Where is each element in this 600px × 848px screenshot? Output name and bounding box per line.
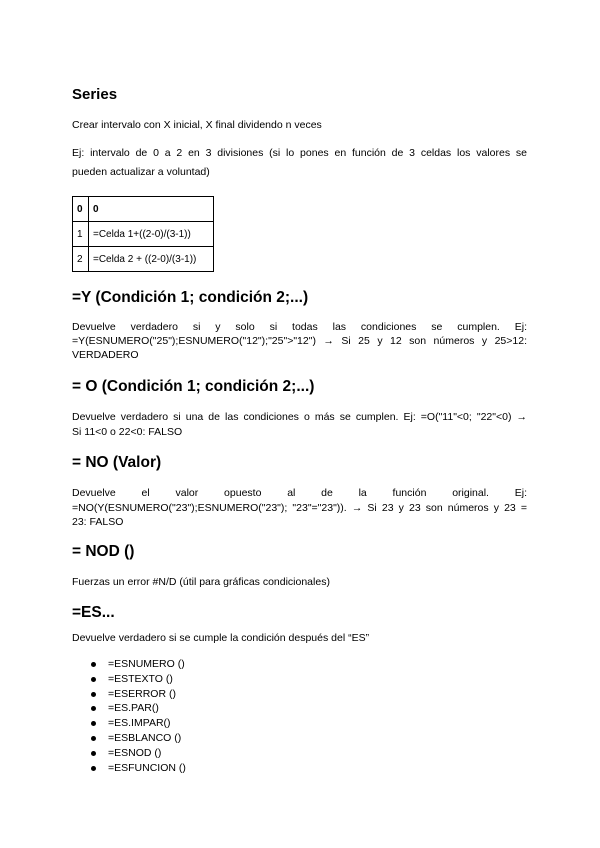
o-function-heading: = O (Condición 1; condición 2;...): [72, 378, 315, 395]
table-cell: 0: [73, 197, 89, 222]
list-item: =ESBLANCO (): [72, 731, 186, 746]
list-item: =ES.PAR(): [72, 701, 186, 716]
table-row: [73, 222, 214, 247]
series-table: [72, 196, 214, 272]
table-cell: =Celda 2 + ((2-0)/(3-1)): [89, 247, 214, 272]
series-example-line-1: Ej: intervalo de 0 a 2 en 3 divisiones (si lo pones en función de 3 celdas los valores se: [72, 147, 527, 159]
series-description: Crear intervalo con X inicial, X final dividendo n veces: [72, 119, 322, 131]
table-cell: 1: [73, 222, 89, 247]
o-description-line-2: Si 11<0 o 22<0: FALSO: [72, 426, 183, 438]
nod-function-heading: = NOD (): [72, 543, 135, 560]
es-function-heading: =ES...: [72, 604, 115, 621]
list-item: =ESERROR (): [72, 687, 186, 702]
list-item: =ES.IMPAR(): [72, 716, 186, 731]
o-description-line-1: Devuelve verdadero si una de las condiciones o más se cumplen. Ej: =O("11"<0; "22"<0) →: [72, 411, 527, 423]
list-item: =ESNOD (): [72, 746, 186, 761]
nod-description: Fuerzas un error #N/D (útil para gráficas condicionales): [72, 576, 330, 588]
list-item: =ESTEXTO (): [72, 672, 186, 687]
es-description: Devuelve verdadero si se cumple la condición después del “ES”: [72, 632, 370, 644]
no-description-line-3: 23: FALSO: [72, 516, 124, 528]
list-item: =ESNUMERO (): [72, 657, 186, 672]
no-description-line-2: =NO(Y(ESNUMERO("23");ESNUMERO("23"); "23"="23")). → Si 23 y 23 son números y 23 =: [72, 502, 527, 514]
series-heading: Series: [72, 86, 118, 103]
es-function-list: [72, 657, 186, 775]
y-description-line-2: =Y(ESNUMERO("25");ESNUMERO("12");"25">"12") → Si 25 y 12 son números y 25>12:: [72, 335, 527, 347]
y-function-heading: =Y (Condición 1; condición 2;...): [72, 289, 309, 306]
y-description-line-3: VERDADERO: [72, 349, 139, 361]
table-cell: 0: [89, 197, 214, 222]
table-cell: 2: [73, 247, 89, 272]
table-header-row: [73, 197, 214, 222]
no-function-heading: = NO (Valor): [72, 454, 162, 471]
y-description-line-1: Devuelve verdadero si y solo si todas las condiciones se cumplen. Ej:: [72, 321, 527, 333]
series-example-line-2: pueden actualizar a voluntad): [72, 166, 210, 178]
table-row: [73, 247, 214, 272]
table-cell: =Celda 1+((2-0)/(3-1)): [89, 222, 214, 247]
list-item: =ESFUNCION (): [72, 761, 186, 776]
no-description-line-1: Devuelve el valor opuesto al de la función original. Ej:: [72, 487, 527, 499]
